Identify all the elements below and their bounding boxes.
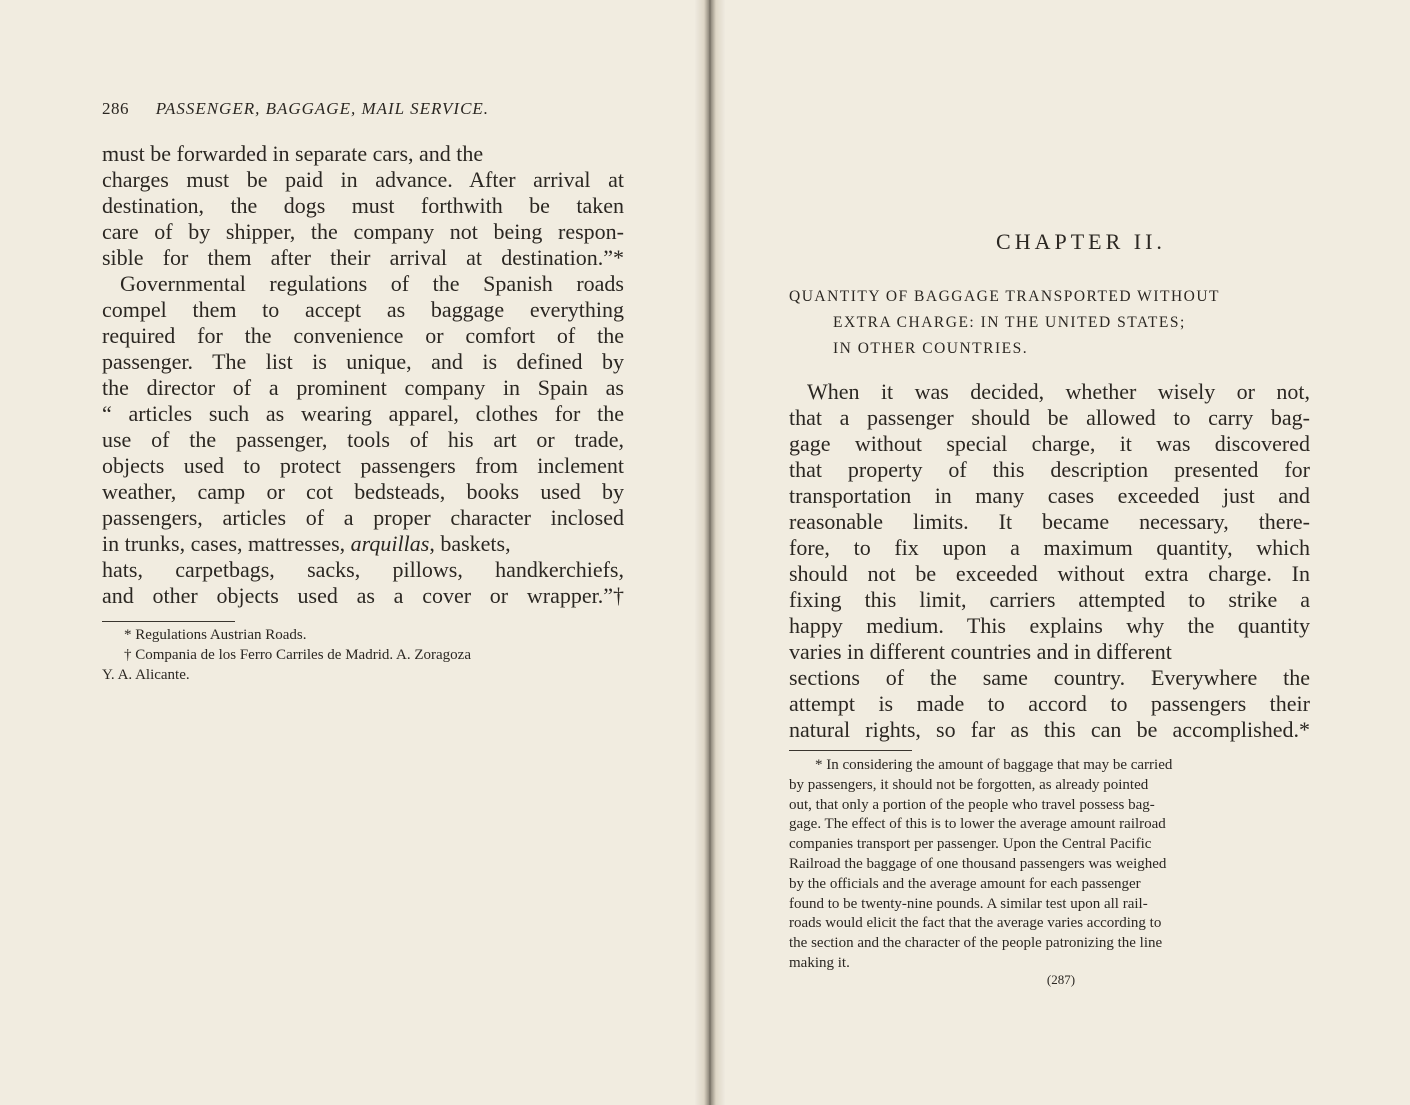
left-body-text	[102, 141, 624, 609]
text-line: When it was decided, whether wisely or not,	[807, 379, 1310, 404]
running-title: PASSENGER, BAGGAGE, MAIL SERVICE.	[155, 99, 490, 118]
footnote-line: found to be twenty-nine pounds. A similar test upon all rail-	[789, 895, 1148, 912]
text-segment: in trunks, cases, mattresses,	[102, 531, 346, 556]
footnote-rule	[789, 750, 912, 751]
subheading-line: IN OTHER COUNTRIES.	[833, 340, 1029, 357]
footnote-rule	[102, 621, 235, 622]
text-line: destination, the dogs must forthwith be taken	[102, 193, 624, 218]
chapter-heading	[712, 229, 1410, 255]
text-line: that property of this description presented for	[789, 457, 1310, 482]
right-body-text	[789, 379, 1310, 743]
text-line: sible for them after their arrival at destination.”*	[102, 245, 624, 270]
book-gutter	[695, 0, 725, 1105]
text-line: attempt is made to accord to passengers their	[789, 691, 1310, 716]
running-head	[102, 99, 622, 119]
text-line: “ articles such as wearing apparel, clothes for the	[102, 401, 624, 426]
text-line: transportation in many cases exceeded just and	[789, 483, 1310, 508]
text-line: compel them to accept as baggage everything	[102, 297, 624, 322]
text-line: weather, camp or cot bedsteads, books used by	[102, 479, 624, 504]
text-line: should not be exceeded without extra charge. In	[789, 561, 1310, 586]
footnote-line: companies transport per passenger. Upon the Central Pacific	[789, 836, 1152, 853]
footnote-line: making it.	[789, 954, 850, 971]
footnote-line: Railroad the baggage of one thousand passengers was weighed	[789, 855, 1167, 872]
text-line: and other objects used as a cover or wrapper.”†	[102, 583, 624, 608]
text-line-with-italic	[102, 531, 624, 557]
footnote: † Compania de los Ferro Carriles de Madrid. A. Zoragoza	[124, 647, 471, 663]
text-line: the director of a prominent company in Spain as	[102, 375, 624, 400]
text-line: fixing this limit, carriers attempted to strike a	[789, 587, 1310, 612]
footnote-line: roads would elicit the fact that the average varies according to	[789, 915, 1162, 932]
chapter-subheading	[789, 284, 1309, 362]
text-line: passenger. The list is unique, and is defined by	[102, 349, 624, 374]
footnote-line: out, that only a portion of the people who travel possess bag-	[789, 796, 1155, 813]
text-line: objects used to protect passengers from inclement	[102, 453, 624, 478]
text-line: Governmental regulations of the Spanish roads	[120, 271, 624, 296]
text-line: reasonable limits. It became necessary, there-	[789, 509, 1310, 534]
page-number-text: (287)	[1046, 972, 1076, 987]
footnote: Y. A. Alicante.	[102, 667, 190, 683]
footnote-line: * In considering the amount of baggage that may be carried	[815, 757, 1173, 773]
text-line: use of the passenger, tools of his art or trade,	[102, 427, 624, 452]
text-line: must be forwarded in separate cars, and the	[102, 141, 484, 166]
text-line: that a passenger should be allowed to carry bag-	[789, 405, 1310, 430]
text-line: happy medium. This explains why the quantity	[789, 613, 1310, 638]
footnote-line: by the officials and the average amount for each passenger	[789, 875, 1141, 892]
text-line: hats, carpetbags, sacks, pillows, handkerchiefs,	[102, 557, 624, 582]
right-footnote	[789, 756, 1311, 974]
text-line: charges must be paid in advance. After arrival at	[102, 167, 624, 192]
text-line: fore, to fix upon a maximum quantity, which	[789, 535, 1310, 560]
left-footnotes	[102, 625, 624, 685]
italic-word: arquillas	[350, 531, 430, 556]
footnote-line: the section and the character of the people patronizing the line	[789, 935, 1163, 952]
chapter-title: CHAPTER II.	[996, 229, 1166, 254]
subheading-line: QUANTITY OF BAGGAGE TRANSPORTED WITHOUT	[789, 288, 1220, 305]
text-line: varies in different countries and in different	[789, 639, 1172, 664]
text-line: natural rights, so far as this can be accomplished.*	[789, 717, 1310, 742]
subheading-line: EXTRA CHARGE: IN THE UNITED STATES;	[833, 314, 1186, 331]
text-line: required for the convenience or comfort of the	[102, 323, 624, 348]
text-line: care of by shipper, the company not being respon-	[102, 219, 624, 244]
left-page-number: 286	[102, 99, 129, 118]
right-page-number	[712, 972, 1410, 988]
text-line: passengers, articles of a proper character inclosed	[102, 505, 624, 530]
footnote-line: gage. The effect of this is to lower the average amount railroad	[789, 816, 1166, 833]
text-line: sections of the same country. Everywhere the	[789, 665, 1310, 690]
footnote-line: by passengers, it should not be forgotten, as already pointed	[789, 776, 1149, 793]
text-segment: , baskets,	[429, 531, 511, 556]
text-line: gage without special charge, it was discovered	[789, 431, 1310, 456]
footnote: * Regulations Austrian Roads.	[124, 627, 307, 643]
